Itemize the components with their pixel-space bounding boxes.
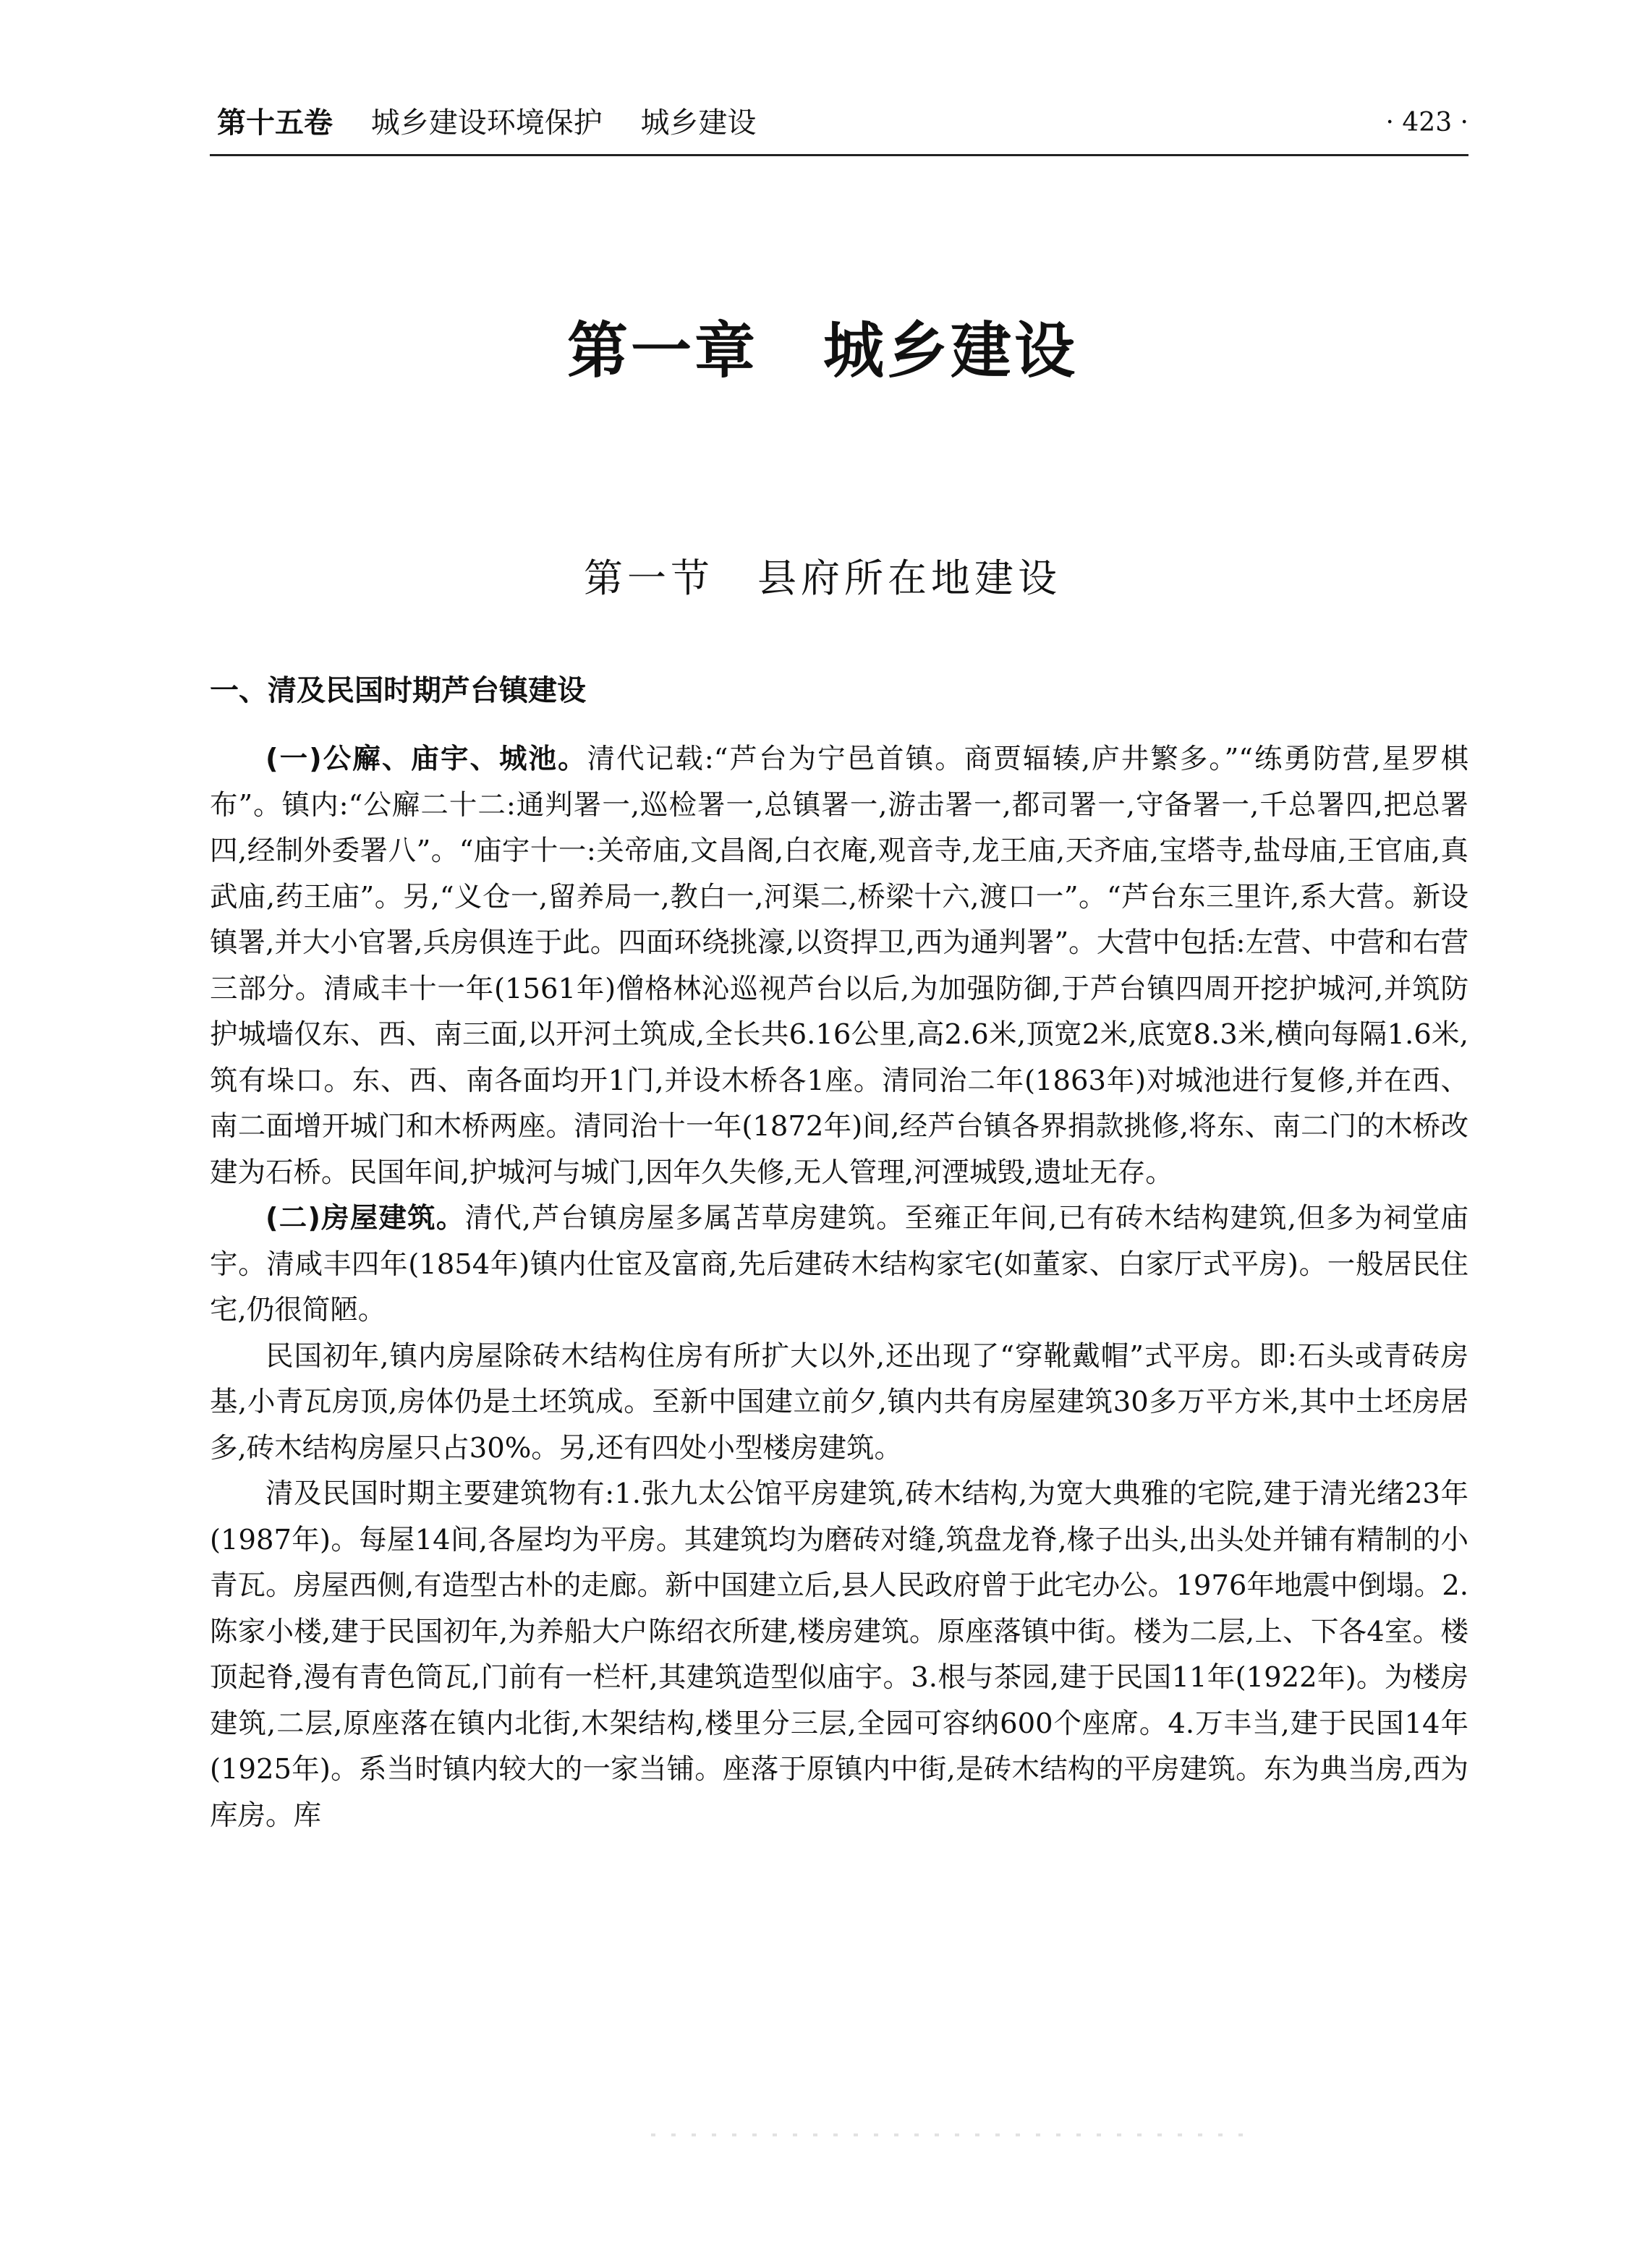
paragraph [210,736,1468,1195]
running-header [217,101,1468,145]
body-text [210,736,1468,1838]
chapter-name: 城乡建设 [823,315,1079,386]
header-volume: 第十五卷 [217,106,333,140]
chapter-title [0,311,1645,391]
scan-artifact [651,2133,1244,2136]
page-number: · 423 · [1385,108,1468,137]
paragraph [210,1334,1468,1472]
paragraph-text: 清及民国时期主要建筑物有:1.张九太公馆平房建筑,砖木结构,为宽大典雅的宅院,建于清光绪23年(1987年)。每屋14间,各屋均为平房。其建筑均为磨砖对缝,筑盘龙脊,椽子出头,出头处并铺有精制的小青瓦。房屋西侧,有造型古朴的走廊。新中国建立后,县人民政府曾于此宅办公。1976年地震中倒塌。2.陈家小楼,建于民国初年,为养船大户陈绍衣所建,楼房建筑。原座落镇中街。楼为二层,上、下各4室。楼顶起脊,漫有青色筒瓦,门前有一栏杆,其建筑造型似庙宇。3.根与茶园,建于民国11年(1922年)。为楼房建筑,二层,原座落在镇内北街,木架结构,楼里分三层,全园可容纳600个座席。4.万丰当,建于民国14年(1925年)。系当时镇内较大的一家当铺。座落于原镇内中街,是砖木结构的平房建筑。东为典当房,西为库房。库 [210,1478,1468,1832]
paragraph-text: 清代记载:“芦台为宁邑首镇。商贾辐辏,庐井繁多。”“练勇防营,星罗棋布”。镇内:“公廨二十二:通判署一,巡检署一,总镇署一,游击署一,都司署一,守备署一,千总署四,把总署四,经制外委署八”。“庙宇十一:关帝庙,文昌阁,白衣庵,观音寺,龙王庙,天齐庙,宝塔寺,盐母庙,王官庙,真武庙,药王庙”。另,“义仓一,留养局一,教白一,河渠二,桥梁十六,渡口一”。“芦台东三里许,系大营。新设镇署,并大小官署,兵房俱连于此。四面环绕挑濠,以资捍卫,西为通判署”。大营中包括:左营、中营和右营三部分。清咸丰十一年(1561年)僧格林沁巡视芦台以后,为加强防御,于芦台镇四周开挖护城河,并筑防护城墙仅东、西、南三面,以开河土筑成,全长共6.16公里,高2.6米,顶宽2米,底宽8.3米,横向每隔1.6米,筑有垛口。东、西、南各面均开1门,并设木桥各1座。清同治二年(1863年)对城池进行复修,并在西、南二面增开城门和木桥两座。清同治十一年(1872年)间,经芦台镇各界捐款挑修,将东、南二门的木桥改建为石桥。民国年间,护城河与城门,因年久失修,无人管理,河湮城毁,遗址无存。 [210,743,1468,1189]
subheading: 一、清及民国时期芦台镇建设 [210,674,586,707]
paragraph-text: 清代,芦台镇房屋多属苫草房建筑。至雍正年间,已有砖木结构建筑,但多为祠堂庙宇。清咸丰四年(1854年)镇内仕宦及富商,先后建砖木结构家宅(如董家、白家厅式平房)。一般居民住宅,仍很简陋。 [210,1202,1468,1326]
paragraph [210,1471,1468,1838]
header-rule [210,154,1468,156]
chapter-number: 第一章 [566,315,758,386]
paragraph-lead: (一)公廨、庙宇、城池。 [265,743,587,775]
header-section: 城乡建设环境保护 [370,106,603,140]
header-subsection: 城乡建设 [640,106,757,140]
paragraph-text: 民国初年,镇内房屋除砖木结构住房有所扩大以外,还出现了“穿靴戴帽”式平房。即:石头或青砖房基,小青瓦房顶,房体仍是土坯筑成。至新中国建立前夕,镇内共有房屋建筑30多万平方米,其中土坯房居多,砖木结构房屋只占30%。另,还有四处小型楼房建筑。 [210,1339,1468,1465]
section-name: 县府所在地建设 [757,555,1061,601]
paragraph-lead: (二)房屋建筑。 [265,1202,465,1235]
paragraph [210,1195,1468,1334]
section-title [0,550,1645,608]
section-number: 第一节 [584,555,714,601]
